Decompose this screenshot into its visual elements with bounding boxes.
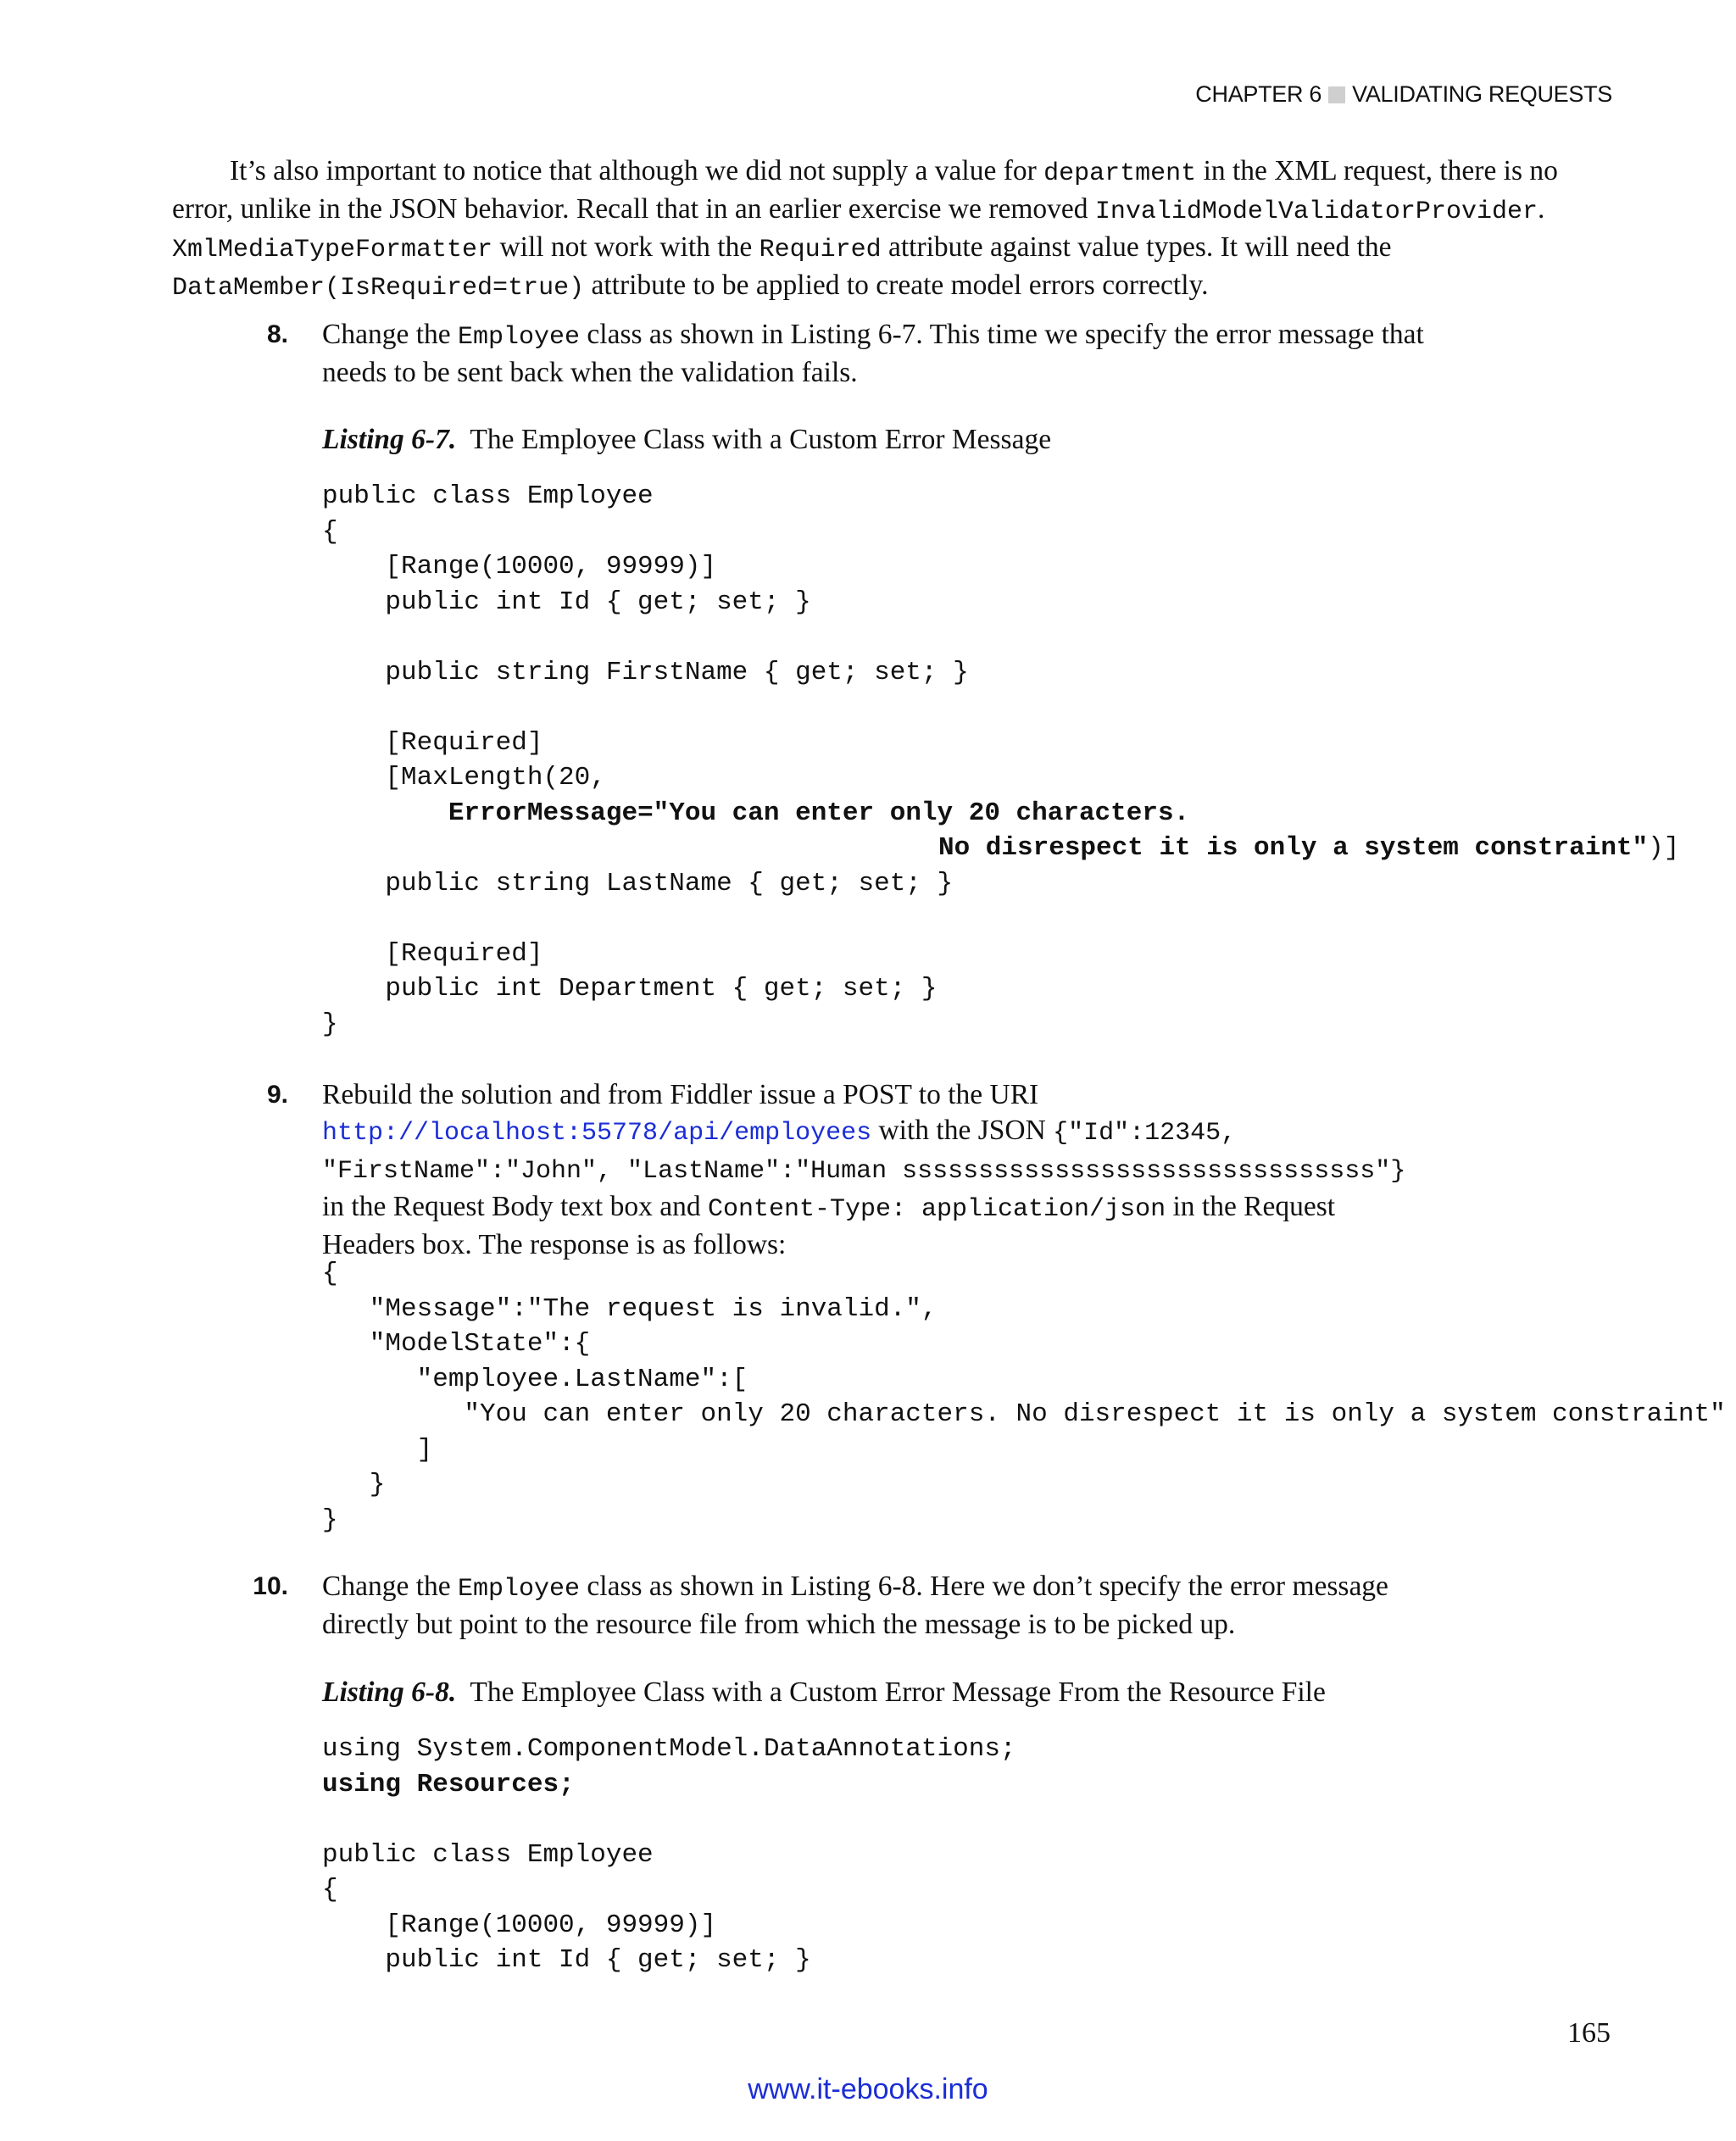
listing-6-8-caption — [322, 1677, 1326, 1709]
using-resources-line: using Resources; — [322, 1769, 575, 1799]
listing-6-7-caption — [322, 424, 1051, 456]
step-10-text: Change the Employee class as shown in Listing 6-8. Here we don’t specify the error message directly but point to the resource file from which the message is to be picked up. — [322, 1571, 1388, 1640]
listing-title: The Employee Class with a Custom Error Message — [470, 424, 1052, 455]
employees-api-link[interactable]: http://localhost:55778/api/employees — [322, 1119, 872, 1148]
listing-title: The Employee Class with a Custom Error Message From the Resource File — [470, 1677, 1326, 1708]
header-separator-icon — [1328, 86, 1345, 103]
step-8-number: 8. — [266, 320, 288, 348]
chapter-title: VALIDATING REQUESTS — [1352, 81, 1612, 107]
footer-link[interactable]: www.it-ebooks.info — [748, 2073, 988, 2105]
chapter-label: CHAPTER 6 — [1195, 81, 1322, 107]
error-message-line-1: ErrorMessage="You can enter only 20 characters. — [448, 798, 1190, 828]
step-10-number: 10. — [253, 1572, 288, 1600]
listing-6-8-code: using System.ComponentModel.DataAnnotations; using Resources; public class Employee { [Range(10000, 99999)] public int Id { get; set; } — [322, 1734, 1016, 1975]
listing-6-7-code: public class Employee { [Range(10000, 99999)] public int Id { get; set; } public string FirstName { get; set; } [Required] [MaxLength(20, ErrorMessage="You can enter only 20 characters. No disrespect it is only a system constraint")] public string LastName { get; set; } [Required] public int Department { get; set; } } — [322, 481, 1680, 1039]
page-number: 165 — [1567, 2017, 1611, 2049]
response-json-code: { "Message":"The request is invalid.", "ModelState":{ "employee.LastName":[ "You can enter only 20 characters. No disrespect it is only a system constraint" ] } } — [322, 1259, 1726, 1535]
intro-paragraph: It’s also important to notice that although we did not supply a value for department in the XML request, there is no error, unlike in the JSON behavior. Recall that in an earlier exercise we removed InvalidModelValidatorProvider. XmlMediaTypeFormatter will not work with the Required attribute against value types. It will need the DataMember(IsRequired=true) attribute to be applied to create model errors correctly. — [172, 155, 1558, 303]
listing-label: Listing 6-8. — [322, 1677, 457, 1708]
step-8-text: Change the Employee class as shown in Listing 6-7. This time we specify the error message that needs to be sent back when the validation fails. — [322, 319, 1424, 388]
step-9-number: 9. — [266, 1081, 288, 1109]
step-9-text: Rebuild the solution and from Fiddler issue a POST to the URI http://localhost:55778/api/employees with the JSON {"Id":12345, "FirstName":"John", "LastName":"Human sssssssssssssssssssssssssssssss"} in the Request Body text box and Content-Type: application/json in the Request Headers box. The response is as follows: — [322, 1079, 1406, 1260]
error-message-line-2: No disrespect it is only a system constraint" — [938, 833, 1649, 863]
running-header — [1195, 81, 1612, 108]
listing-label: Listing 6-7. — [322, 424, 457, 455]
